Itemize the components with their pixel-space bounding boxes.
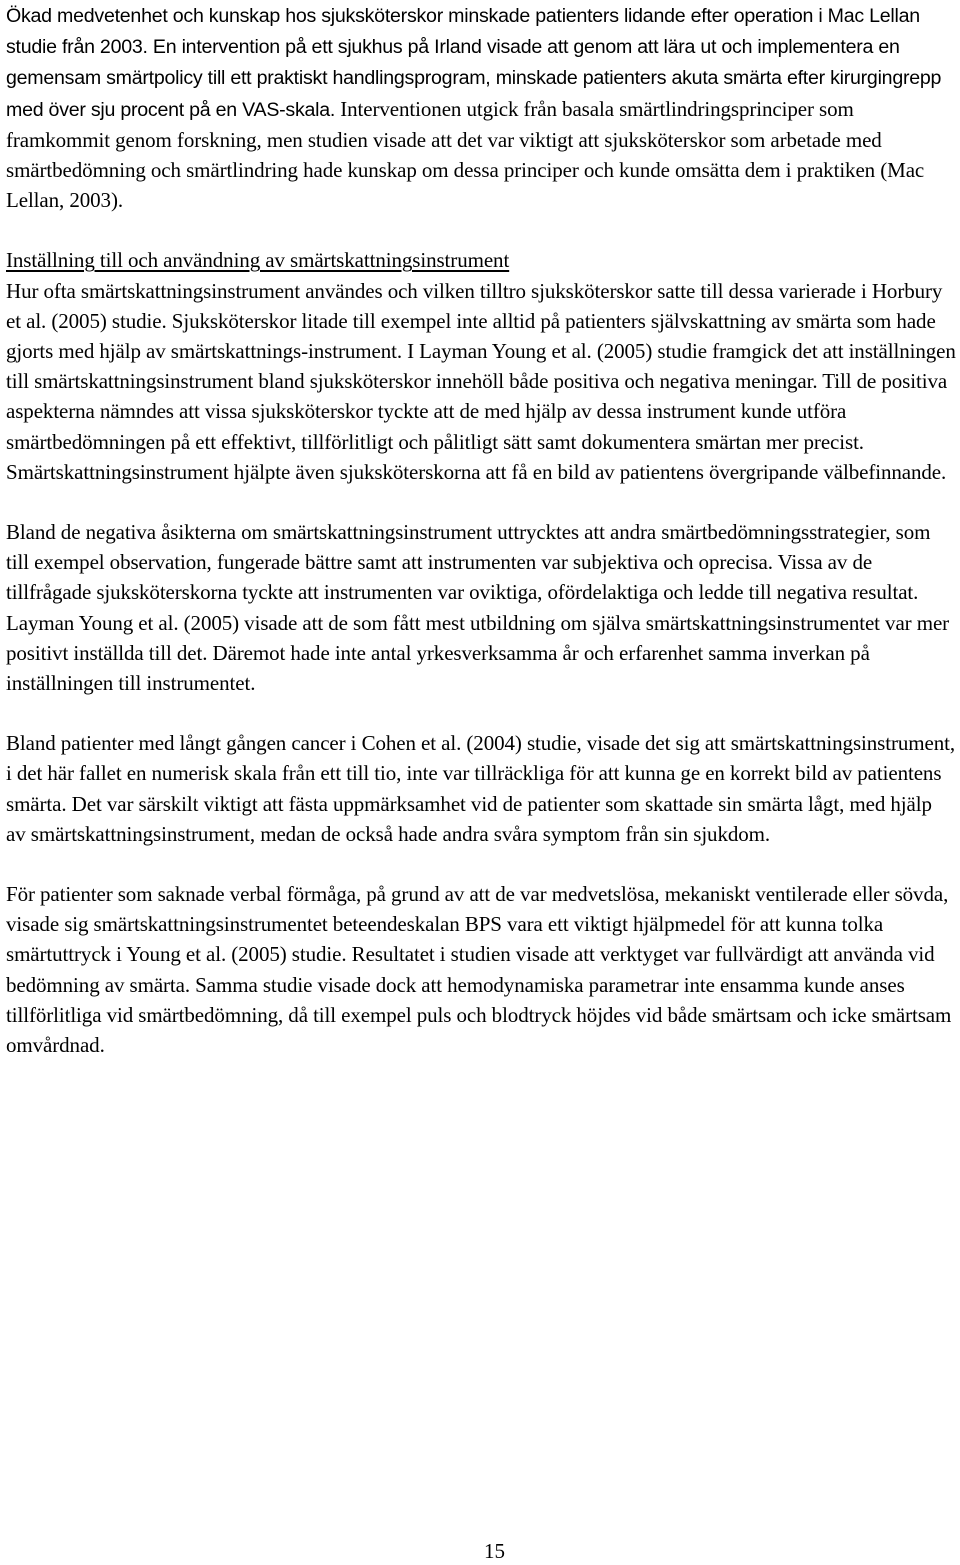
section-heading: Inställning till och användning av smärtskattningsinstrument bbox=[6, 248, 510, 273]
paragraph-gap bbox=[6, 698, 956, 728]
paragraph-intro-sans: Ökad medvetenhet och kunskap hos sjuksköterskor minskade patienters lidande efter operation i Mac Lellan studie från 2003. En intervention på ett sjukhus på Irland visade att genom att lära ut och implementera en gemensam smärtpolicy till ett praktiskt handlingsprogram, minskade patienters akuta smärta efter kirurgingrepp med över sju procent på en VAS-skala. bbox=[6, 5, 942, 121]
paragraph-attitude: Hur ofta smärtskattningsinstrument användes och vilken tilltro sjuksköterskor satte till dessa varierade i Horbury et al. (2005) studie. Sjuksköterskor litade till exempel inte alltid på patienters självskattning av smärta som hade gjorts med hjälp av smärtskattnings-instrument. I Layman Young et al. (2005) studie framgick det att inställningen till smärtskattningsinstrument bland sjuksköterskor innehöll både positiva och negativa meningar. Till de positiva aspekterna nämndes att vissa sjuksköterskor tyckte att de med hjälp av dessa instrument kunde utföra smärtbedömningen på ett effektivt, tillförlitligt och pålitligt sätt samt dokumentera smärtan mer precist. Smärtskattningsinstrument hjälpte även sjuksköterskorna att få en bild av patientens övergripande välbefinnande. bbox=[6, 278, 956, 484]
paragraph-negative-views: Bland de negativa åsikterna om smärtskattningsinstrument uttrycktes att andra smärtbedömningsstrategier, som till exempel observation, fungerade bättre samt att instrumenten var subjektiva och oprecisa. Vissa av de tillfrågade sjuksköterskorna tyckte att instrumenten var oviktiga, ofördelaktiga och ledde till negativa resultat. Layman Young et al. (2005) visade att de som fått mest utbildning om själva smärtskattningsinstrumentet var mer positivt inställda till det. Däremot hade inte antal yrkesverksamma år och erfarenhet samma inverkan på inställningen till instrumentet. bbox=[6, 520, 950, 696]
page-number: 15 bbox=[484, 1539, 505, 1563]
paragraph-cancer-patients: Bland patienter med långt gången cancer i Cohen et al. (2004) studie, visade det sig att smärtskattningsinstrument, i det här fallet en numerisk skala från ett till tio, inte var tillräckliga för att kunna ge en korrekt bild av patientens smärta. Det var särskilt viktigt att fästa uppmärksamhet vid de patienter som skattade sin smärta lågt, med hjälp av smärtskattningsinstrument, medan de också hade andra svåra symptom från sin sjukdom. bbox=[6, 731, 956, 846]
section-block bbox=[6, 245, 956, 487]
paragraph-gap bbox=[6, 487, 956, 517]
paragraph-nonverbal-patients: För patienter som saknade verbal förmåga, på grund av att de var medvetslösa, mekaniskt ventilerade eller sövda, visade sig smärtskattningsinstrumentet beteendeskalan BPS vara ett viktigt hjälpmedel för att kunna tolka smärtuttryck i Young et al. (2005) studie. Resultatet i studien visade att verktyget var fullvärdigt att använda vid bedömning av smärta. Samma studie visade dock att hemodynamiska parametrar inte ensamma kunde anses tillförlitliga vid smärtbedömning, då till exempel puls och blodtryck höjdes vid både smärtsam och icke smärtsam omvårdnad. bbox=[6, 882, 952, 1058]
paragraph-intro-serif: Interventionen utgick från basala smärtlindringsprinciper som framkommit genom forskning, men studien visade att det var viktigt att sjuksköterskor som arbetade med smärtbedömning och smärtlindring hade kunskap om dessa principer och kunde omsätta dem i praktiken (Mac Lellan, 2003). bbox=[6, 96, 925, 213]
paragraph-gap bbox=[6, 849, 956, 879]
paragraph-gap bbox=[6, 215, 956, 245]
paragraph-intro bbox=[6, 0, 956, 215]
document-page bbox=[6, 0, 956, 1060]
